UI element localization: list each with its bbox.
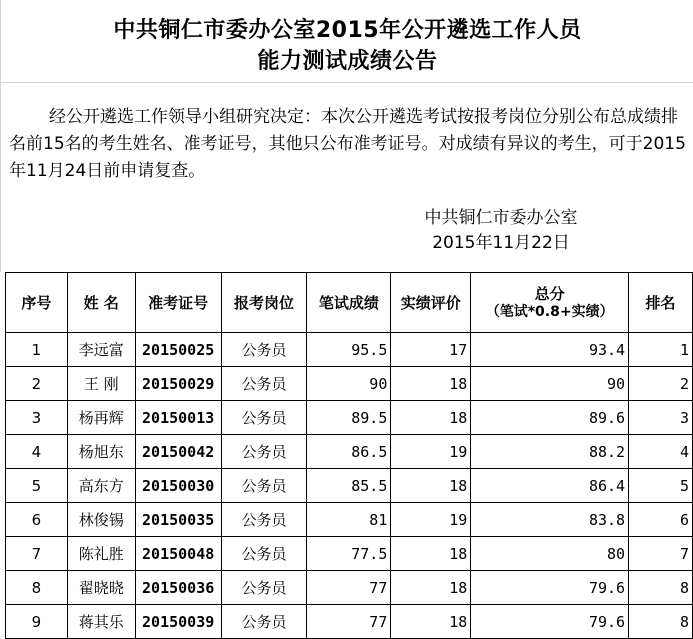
header-index: 序号 (6, 273, 68, 333)
cell-post: 公务员 (221, 435, 307, 469)
cell-name: 蒋其乐 (67, 605, 135, 639)
cell-rank: 8 (629, 605, 693, 639)
cell-practical: 18 (391, 401, 471, 435)
table-row (6, 571, 693, 605)
cell-index: 6 (6, 503, 68, 537)
cell-rank: 8 (629, 571, 693, 605)
header-total-label: 总分 (534, 284, 565, 303)
notice-paragraph (9, 104, 689, 185)
table-header-row (6, 273, 693, 333)
cell-written: 90 (307, 367, 391, 401)
cell-practical: 19 (391, 435, 471, 469)
table-row (6, 333, 693, 367)
header-practical: 实绩评价 (391, 273, 471, 333)
header-post: 报考岗位 (221, 273, 307, 333)
table-row (6, 401, 693, 435)
page-title: 中共铜仁市委办公室2015年公开遴选工作人员 (113, 18, 582, 43)
cell-index: 4 (6, 435, 68, 469)
cell-name: 林俊锡 (67, 503, 135, 537)
header-total-formula: （笔试*0.8+实绩） (485, 303, 614, 320)
cell-name: 杨旭东 (67, 435, 135, 469)
cell-rank: 3 (629, 401, 693, 435)
score-table (5, 272, 693, 639)
cell-rank: 5 (629, 469, 693, 503)
cell-total: 89.6 (471, 401, 629, 435)
cell-total: 80 (471, 537, 629, 571)
cell-index: 1 (6, 333, 68, 367)
table-row (6, 469, 693, 503)
cell-total: 88.2 (471, 435, 629, 469)
page-subtitle: 能力测试成绩公告 (257, 49, 438, 74)
cell-post: 公务员 (221, 503, 307, 537)
header-total (471, 273, 629, 333)
cell-index: 2 (6, 367, 68, 401)
cell-written: 89.5 (307, 401, 391, 435)
cell-post: 公务员 (221, 333, 307, 367)
header-rank: 排名 (629, 273, 693, 333)
cell-practical: 17 (391, 333, 471, 367)
cell-ticket: 20150042 (135, 435, 221, 469)
cell-ticket: 20150029 (135, 367, 221, 401)
issuer-org: 中共铜仁市委办公室 (424, 208, 578, 228)
cell-post: 公务员 (221, 605, 307, 639)
cell-index: 5 (6, 469, 68, 503)
cell-ticket: 20150048 (135, 537, 221, 571)
cell-name: 翟晓晓 (67, 571, 135, 605)
cell-post: 公务员 (221, 367, 307, 401)
header-ticket: 准考证号 (135, 273, 221, 333)
cell-total: 93.4 (471, 333, 629, 367)
cell-rank: 1 (629, 333, 693, 367)
cell-post: 公务员 (221, 571, 307, 605)
header-written: 笔试成绩 (307, 273, 391, 333)
cell-ticket: 20150036 (135, 571, 221, 605)
cell-written: 95.5 (307, 333, 391, 367)
cell-written: 77 (307, 605, 391, 639)
table-body (6, 333, 693, 639)
table-row (6, 367, 693, 401)
cell-post: 公务员 (221, 469, 307, 503)
table-row (6, 537, 693, 571)
cell-index: 8 (6, 571, 68, 605)
cell-index: 9 (6, 605, 68, 639)
cell-ticket: 20150025 (135, 333, 221, 367)
cell-written: 86.5 (307, 435, 391, 469)
cell-name: 高东方 (67, 469, 135, 503)
cell-rank: 6 (629, 503, 693, 537)
cell-written: 85.5 (307, 469, 391, 503)
cell-index: 7 (6, 537, 68, 571)
cell-post: 公务员 (221, 537, 307, 571)
announcement-header-area (0, 0, 693, 272)
cell-practical: 19 (391, 503, 471, 537)
table-row (6, 503, 693, 537)
cell-practical: 18 (391, 537, 471, 571)
cell-ticket: 20150039 (135, 605, 221, 639)
notice-text: 经公开遴选工作领导小组研究决定：本次公开遴选考试按报考岗位分别公布总成绩排名前15名的考生姓名、准考证号，其他只公布准考证号。对成绩有异议的考生，可于2015年11月24日前申请复查。 (9, 107, 686, 181)
cell-ticket: 20150013 (135, 401, 221, 435)
cell-practical: 18 (391, 605, 471, 639)
cell-name: 李远富 (67, 333, 135, 367)
cell-index: 3 (6, 401, 68, 435)
cell-rank: 4 (629, 435, 693, 469)
cell-name: 陈礼胜 (67, 537, 135, 571)
cell-written: 81 (307, 503, 391, 537)
cell-total: 86.4 (471, 469, 629, 503)
cell-name: 王 刚 (67, 367, 135, 401)
cell-written: 77 (307, 571, 391, 605)
cell-name: 杨再辉 (67, 401, 135, 435)
cell-written: 77.5 (307, 537, 391, 571)
table-row (6, 605, 693, 639)
cell-total: 83.8 (471, 503, 629, 537)
header-divider (1, 82, 693, 83)
cell-practical: 18 (391, 571, 471, 605)
cell-practical: 18 (391, 367, 471, 401)
cell-total: 79.6 (471, 571, 629, 605)
header-name: 姓 名 (67, 273, 135, 333)
cell-practical: 18 (391, 469, 471, 503)
cell-total: 90 (471, 367, 629, 401)
issuer-date: 2015年11月22日 (432, 233, 570, 253)
cell-ticket: 20150030 (135, 469, 221, 503)
cell-rank: 7 (629, 537, 693, 571)
cell-rank: 2 (629, 367, 693, 401)
table-row (6, 435, 693, 469)
cell-ticket: 20150035 (135, 503, 221, 537)
cell-total: 79.6 (471, 605, 629, 639)
cell-post: 公务员 (221, 401, 307, 435)
